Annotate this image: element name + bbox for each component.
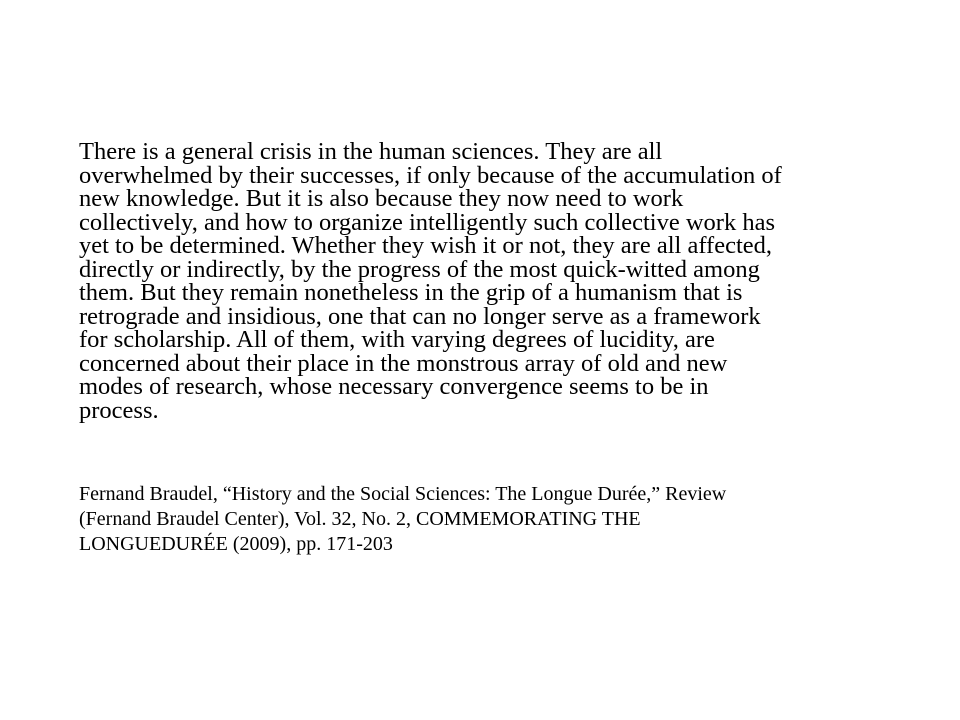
citation-line: (Fernand Braudel Center), Vol. 32, No. 2, COMMEMORATING THE bbox=[79, 508, 641, 530]
quote-line: directly or indirectly, by the progress of the most quick-witted among bbox=[79, 255, 760, 283]
quote-line: process. bbox=[79, 396, 159, 424]
citation bbox=[79, 482, 929, 557]
quote-line: for scholarship. All of them, with varying degrees of lucidity, are bbox=[79, 326, 715, 353]
quote-line: overwhelmed by their successes, if only because of the accumulation of bbox=[79, 161, 782, 189]
quote-line: There is a general crisis in the human sciences. They are all bbox=[79, 138, 663, 165]
quote-text bbox=[79, 140, 929, 422]
citation-line: Fernand Braudel, “History and the Social Sciences: The Longue Durée,” Review bbox=[79, 483, 727, 505]
quote-line: them. But they remain nonetheless in the grip of a humanism that is bbox=[79, 279, 743, 306]
quote-line: yet to be determined. Whether they wish it or not, they are all affected, bbox=[79, 232, 773, 259]
quote-line: collectively, and how to organize intelligently such collective work has bbox=[79, 208, 776, 236]
citation-line: LONGUEDURÉE (2009), pp. 171-203 bbox=[79, 533, 393, 555]
quote-line: modes of research, whose necessary convergence seems to be in bbox=[79, 373, 709, 400]
quote-line: retrograde and insidious, one that can no longer serve as a framework bbox=[79, 302, 761, 330]
quote-line: new knowledge. But it is also because they now need to work bbox=[79, 185, 684, 212]
quote-line: concerned about their place in the monstrous array of old and new bbox=[79, 349, 728, 377]
